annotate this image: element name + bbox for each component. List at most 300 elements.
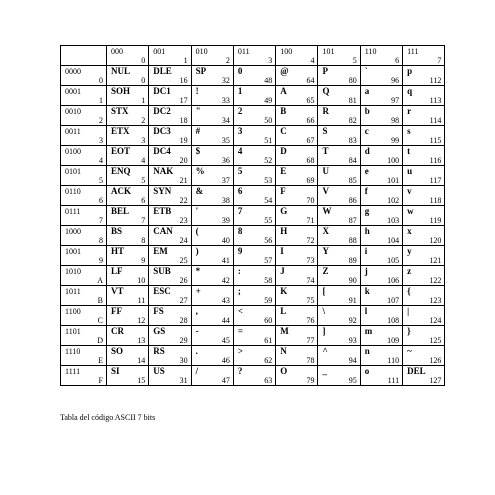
char-code: 113 bbox=[429, 96, 442, 105]
char-cell bbox=[360, 146, 402, 166]
char-code: 40 bbox=[221, 236, 230, 245]
char-symbol: GS bbox=[153, 326, 166, 336]
char-code: 76 bbox=[306, 316, 315, 325]
table-row bbox=[61, 346, 445, 366]
char-symbol: p bbox=[407, 66, 413, 76]
char-symbol: o bbox=[364, 366, 370, 376]
row-header-cell bbox=[61, 66, 107, 86]
col-header-cell bbox=[107, 46, 149, 66]
char-cell bbox=[233, 266, 275, 286]
row-header-number: B bbox=[97, 296, 103, 305]
char-cell bbox=[233, 246, 275, 266]
char-symbol: " bbox=[195, 106, 201, 116]
row-header-number: C bbox=[97, 316, 103, 325]
table-row bbox=[61, 186, 445, 206]
char-symbol: F bbox=[280, 186, 286, 196]
char-symbol: u bbox=[407, 166, 413, 176]
char-cell bbox=[191, 246, 233, 266]
table-row bbox=[61, 66, 445, 86]
char-code: 39 bbox=[221, 216, 230, 225]
char-symbol: DC3 bbox=[153, 126, 171, 136]
char-code: 23 bbox=[179, 216, 188, 225]
char-code: 5 bbox=[141, 176, 146, 185]
char-cell bbox=[276, 86, 318, 106]
char-code: 25 bbox=[179, 256, 188, 265]
char-symbol: { bbox=[407, 286, 411, 296]
char-code: 100 bbox=[387, 156, 400, 165]
char-symbol: EOT bbox=[111, 146, 131, 156]
char-cell bbox=[360, 286, 402, 306]
char-code: 78 bbox=[306, 356, 315, 365]
char-cell bbox=[360, 226, 402, 246]
char-cell bbox=[403, 226, 445, 246]
char-cell bbox=[191, 226, 233, 246]
char-code: 19 bbox=[179, 136, 188, 145]
char-symbol: & bbox=[195, 186, 204, 196]
char-symbol: NUL bbox=[111, 66, 131, 76]
char-code: 2 bbox=[141, 116, 146, 125]
char-cell bbox=[233, 206, 275, 226]
char-cell bbox=[107, 146, 149, 166]
char-cell bbox=[318, 326, 360, 346]
char-code: 79 bbox=[306, 376, 315, 385]
char-cell bbox=[149, 246, 191, 266]
char-code: 35 bbox=[221, 136, 230, 145]
char-cell bbox=[403, 106, 445, 126]
row-header-cell bbox=[61, 246, 107, 266]
char-symbol: < bbox=[237, 306, 244, 316]
char-code: 48 bbox=[264, 76, 273, 85]
char-symbol: ( bbox=[195, 226, 199, 236]
char-symbol: / bbox=[195, 366, 199, 376]
char-symbol: ETX bbox=[111, 126, 130, 136]
char-cell bbox=[149, 306, 191, 326]
col-header-cell bbox=[233, 46, 275, 66]
char-symbol: CR bbox=[111, 326, 124, 336]
char-code: 44 bbox=[221, 316, 230, 325]
char-symbol: O bbox=[280, 366, 288, 376]
char-cell bbox=[318, 286, 360, 306]
char-cell bbox=[403, 166, 445, 186]
char-cell bbox=[107, 206, 149, 226]
char-code: 86 bbox=[348, 196, 357, 205]
col-header-cell bbox=[149, 46, 191, 66]
char-symbol: [ bbox=[322, 286, 326, 296]
char-symbol: T bbox=[322, 146, 329, 156]
char-code: 66 bbox=[306, 116, 315, 125]
char-cell bbox=[276, 206, 318, 226]
row-header-cell bbox=[61, 186, 107, 206]
char-cell bbox=[149, 206, 191, 226]
char-cell bbox=[233, 146, 275, 166]
char-code: 88 bbox=[348, 236, 357, 245]
char-code: 31 bbox=[179, 376, 188, 385]
char-symbol: SUB bbox=[153, 266, 171, 276]
col-header-bits: 101 bbox=[322, 47, 335, 56]
char-symbol: , bbox=[195, 306, 198, 316]
char-cell bbox=[233, 106, 275, 126]
char-code: 81 bbox=[348, 96, 357, 105]
char-code: 20 bbox=[179, 156, 188, 165]
table-row bbox=[61, 246, 445, 266]
char-symbol: ^ bbox=[322, 346, 328, 356]
char-cell bbox=[233, 186, 275, 206]
col-header-bits: 111 bbox=[407, 47, 419, 56]
char-symbol: * bbox=[195, 266, 201, 276]
row-header-cell bbox=[61, 306, 107, 326]
char-cell bbox=[191, 146, 233, 166]
char-symbol: b bbox=[364, 106, 370, 116]
char-code: 22 bbox=[179, 196, 188, 205]
col-header-bits: 010 bbox=[195, 47, 208, 56]
col-header-number: 5 bbox=[352, 56, 357, 65]
char-code: 102 bbox=[387, 196, 400, 205]
char-cell bbox=[318, 146, 360, 166]
char-code: 106 bbox=[387, 276, 400, 285]
col-header-cell bbox=[403, 46, 445, 66]
char-code: 68 bbox=[306, 156, 315, 165]
char-symbol: 6 bbox=[237, 186, 243, 196]
char-symbol: X bbox=[322, 226, 329, 236]
char-code: 50 bbox=[264, 116, 273, 125]
char-symbol: t bbox=[407, 146, 411, 156]
row-header-number: 4 bbox=[99, 156, 103, 165]
row-header-bits: 0010 bbox=[65, 107, 81, 116]
char-cell bbox=[318, 166, 360, 186]
char-code: 15 bbox=[137, 376, 146, 385]
col-header-bits: 011 bbox=[237, 47, 250, 56]
char-cell bbox=[233, 306, 275, 326]
table-row bbox=[61, 326, 445, 346]
char-symbol: US bbox=[153, 366, 165, 376]
char-symbol: FS bbox=[153, 306, 164, 316]
char-code: 45 bbox=[221, 336, 230, 345]
row-header-bits: 1111 bbox=[65, 367, 81, 376]
row-header-cell bbox=[61, 326, 107, 346]
char-code: 115 bbox=[429, 136, 442, 145]
row-header-cell bbox=[61, 126, 107, 146]
char-symbol: @ bbox=[280, 66, 289, 76]
char-symbol: k bbox=[364, 286, 370, 296]
row-header-cell bbox=[61, 146, 107, 166]
char-cell bbox=[191, 186, 233, 206]
char-symbol: RS bbox=[153, 346, 165, 356]
char-symbol: h bbox=[364, 226, 370, 236]
char-symbol: w bbox=[407, 206, 414, 216]
table-row bbox=[61, 126, 445, 146]
char-code: 4 bbox=[141, 156, 146, 165]
char-code: 52 bbox=[264, 156, 273, 165]
char-cell bbox=[360, 306, 402, 326]
char-code: 124 bbox=[429, 316, 442, 325]
char-symbol: > bbox=[237, 346, 244, 356]
char-symbol: DC2 bbox=[153, 106, 171, 116]
char-symbol: ' bbox=[195, 206, 199, 216]
char-code: 54 bbox=[264, 196, 273, 205]
char-symbol: VT bbox=[111, 286, 124, 296]
char-code: 60 bbox=[264, 316, 273, 325]
char-symbol: Z bbox=[322, 266, 329, 276]
char-symbol: U bbox=[322, 166, 329, 176]
char-code: 7 bbox=[141, 216, 146, 225]
char-symbol: v bbox=[407, 186, 412, 196]
char-cell bbox=[360, 186, 402, 206]
char-code: 114 bbox=[429, 116, 442, 125]
char-code: 18 bbox=[179, 116, 188, 125]
char-symbol: DLE bbox=[153, 66, 172, 76]
char-code: 127 bbox=[429, 376, 442, 385]
col-header-number: 1 bbox=[183, 56, 188, 65]
char-code: 10 bbox=[137, 276, 146, 285]
row-header-bits: 0100 bbox=[65, 147, 81, 156]
char-symbol: _ bbox=[322, 366, 327, 376]
char-code: 13 bbox=[137, 336, 146, 345]
char-code: 49 bbox=[264, 96, 273, 105]
char-code: 9 bbox=[141, 256, 146, 265]
char-code: 63 bbox=[264, 376, 273, 385]
char-cell bbox=[276, 266, 318, 286]
char-code: 41 bbox=[221, 256, 230, 265]
char-symbol: y bbox=[407, 246, 412, 256]
char-cell bbox=[191, 86, 233, 106]
char-code: 57 bbox=[264, 256, 273, 265]
char-code: 125 bbox=[429, 336, 442, 345]
char-symbol: G bbox=[280, 206, 288, 216]
char-symbol: 5 bbox=[237, 166, 243, 176]
char-cell bbox=[233, 86, 275, 106]
char-cell bbox=[318, 186, 360, 206]
row-header-number: 0 bbox=[99, 76, 103, 85]
char-cell bbox=[360, 86, 402, 106]
char-symbol: K bbox=[280, 286, 288, 296]
char-symbol: z bbox=[407, 266, 412, 276]
row-header-number: 9 bbox=[99, 256, 103, 265]
char-cell bbox=[107, 286, 149, 306]
char-cell bbox=[403, 146, 445, 166]
char-symbol: = bbox=[237, 326, 244, 336]
char-cell bbox=[276, 346, 318, 366]
table-row bbox=[61, 306, 445, 326]
char-symbol: ) bbox=[195, 246, 199, 256]
char-cell bbox=[318, 106, 360, 126]
row-header-number: A bbox=[97, 276, 103, 285]
char-cell bbox=[276, 366, 318, 386]
col-header-cell bbox=[276, 46, 318, 66]
char-cell bbox=[233, 366, 275, 386]
char-cell bbox=[107, 366, 149, 386]
char-code: 65 bbox=[306, 96, 315, 105]
char-cell bbox=[107, 66, 149, 86]
char-cell bbox=[318, 66, 360, 86]
char-symbol: M bbox=[280, 326, 289, 336]
char-code: 67 bbox=[306, 136, 315, 145]
char-cell bbox=[360, 166, 402, 186]
char-code: 83 bbox=[348, 136, 357, 145]
char-code: 75 bbox=[306, 296, 315, 305]
char-code: 47 bbox=[221, 376, 230, 385]
char-symbol: g bbox=[364, 206, 370, 216]
row-header-number: 2 bbox=[99, 116, 103, 125]
char-cell bbox=[107, 126, 149, 146]
char-cell bbox=[318, 126, 360, 146]
char-code: 12 bbox=[137, 316, 146, 325]
char-symbol: BEL bbox=[111, 206, 130, 216]
char-symbol: : bbox=[237, 266, 241, 276]
char-code: 36 bbox=[221, 156, 230, 165]
char-code: 42 bbox=[221, 276, 230, 285]
char-cell bbox=[191, 326, 233, 346]
char-symbol: ACK bbox=[111, 186, 131, 196]
char-cell bbox=[403, 286, 445, 306]
char-symbol: . bbox=[195, 346, 198, 356]
char-symbol: N bbox=[280, 346, 287, 356]
corner-cell bbox=[61, 46, 107, 66]
char-symbol: ESC bbox=[153, 286, 171, 296]
char-symbol: SO bbox=[111, 346, 124, 356]
char-cell bbox=[318, 346, 360, 366]
char-code: 80 bbox=[348, 76, 357, 85]
char-code: 112 bbox=[429, 76, 442, 85]
char-cell bbox=[403, 306, 445, 326]
char-cell bbox=[149, 326, 191, 346]
char-symbol: SP bbox=[195, 66, 207, 76]
char-cell bbox=[318, 266, 360, 286]
char-symbol: 0 bbox=[237, 66, 243, 76]
char-code: 126 bbox=[429, 356, 442, 365]
char-code: 61 bbox=[264, 336, 273, 345]
char-cell bbox=[191, 306, 233, 326]
char-cell bbox=[107, 226, 149, 246]
char-code: 30 bbox=[179, 356, 188, 365]
char-code: 123 bbox=[429, 296, 442, 305]
char-cell bbox=[318, 86, 360, 106]
char-code: 72 bbox=[306, 236, 315, 245]
char-symbol: EM bbox=[153, 246, 168, 256]
row-header-cell bbox=[61, 286, 107, 306]
char-code: 118 bbox=[429, 196, 442, 205]
char-code: 33 bbox=[221, 96, 230, 105]
char-code: 71 bbox=[306, 216, 315, 225]
char-code: 46 bbox=[221, 356, 230, 365]
char-code: 107 bbox=[387, 296, 400, 305]
char-cell bbox=[318, 306, 360, 326]
row-header-number: 1 bbox=[99, 96, 103, 105]
char-symbol: \ bbox=[322, 306, 325, 316]
char-symbol: l bbox=[364, 306, 368, 316]
char-code: 94 bbox=[348, 356, 357, 365]
row-header-cell bbox=[61, 106, 107, 126]
col-header-cell bbox=[191, 46, 233, 66]
char-code: 3 bbox=[141, 136, 146, 145]
char-code: 110 bbox=[387, 356, 400, 365]
char-symbol: ; bbox=[237, 286, 241, 296]
char-cell bbox=[191, 286, 233, 306]
char-symbol: ] bbox=[322, 326, 326, 336]
char-code: 104 bbox=[387, 236, 400, 245]
header-row bbox=[61, 46, 445, 66]
char-symbol: BS bbox=[111, 226, 123, 236]
char-cell bbox=[276, 106, 318, 126]
char-code: 91 bbox=[348, 296, 357, 305]
char-symbol: ENQ bbox=[111, 166, 131, 176]
char-code: 51 bbox=[264, 136, 273, 145]
char-symbol: 2 bbox=[237, 106, 243, 116]
table-row bbox=[61, 366, 445, 386]
row-header-bits: 1101 bbox=[65, 327, 81, 336]
char-code: 64 bbox=[306, 76, 315, 85]
char-code: 119 bbox=[429, 216, 442, 225]
table-row bbox=[61, 206, 445, 226]
char-code: 92 bbox=[348, 316, 357, 325]
char-code: 27 bbox=[179, 296, 188, 305]
col-header-number: 4 bbox=[310, 56, 315, 65]
char-cell bbox=[107, 306, 149, 326]
char-cell bbox=[403, 246, 445, 266]
char-symbol: A bbox=[280, 86, 287, 96]
row-header-number: 6 bbox=[99, 196, 103, 205]
char-code: 17 bbox=[179, 96, 188, 105]
char-code: 69 bbox=[306, 176, 315, 185]
char-code: 82 bbox=[348, 116, 357, 125]
char-symbol: c bbox=[364, 126, 369, 136]
char-code: 70 bbox=[306, 196, 315, 205]
char-symbol: j bbox=[364, 266, 368, 276]
col-header-number: 7 bbox=[437, 56, 442, 65]
row-header-cell bbox=[61, 166, 107, 186]
char-cell bbox=[360, 126, 402, 146]
char-code: 59 bbox=[264, 296, 273, 305]
char-symbol: ~ bbox=[407, 346, 412, 356]
char-cell bbox=[276, 286, 318, 306]
char-code: 98 bbox=[391, 116, 400, 125]
char-code: 6 bbox=[141, 196, 146, 205]
char-code: 55 bbox=[264, 216, 273, 225]
char-symbol: | bbox=[407, 306, 410, 316]
char-code: 14 bbox=[137, 356, 146, 365]
char-symbol: ` bbox=[364, 66, 368, 76]
char-cell bbox=[360, 106, 402, 126]
char-cell bbox=[107, 346, 149, 366]
char-cell bbox=[318, 206, 360, 226]
char-symbol: ETB bbox=[153, 206, 172, 216]
row-header-number: D bbox=[97, 336, 103, 345]
char-cell bbox=[191, 346, 233, 366]
char-cell bbox=[149, 346, 191, 366]
char-symbol: 4 bbox=[237, 146, 243, 156]
char-cell bbox=[149, 366, 191, 386]
char-symbol: D bbox=[280, 146, 287, 156]
char-cell bbox=[107, 186, 149, 206]
char-code: 8 bbox=[141, 236, 146, 245]
char-cell bbox=[276, 186, 318, 206]
char-code: 77 bbox=[306, 336, 315, 345]
char-code: 28 bbox=[179, 316, 188, 325]
char-cell bbox=[403, 66, 445, 86]
char-code: 53 bbox=[264, 176, 273, 185]
char-code: 116 bbox=[429, 156, 442, 165]
char-cell bbox=[149, 166, 191, 186]
char-code: 108 bbox=[387, 316, 400, 325]
char-symbol: SI bbox=[111, 366, 120, 376]
char-cell bbox=[149, 106, 191, 126]
row-header-cell bbox=[61, 206, 107, 226]
char-symbol: - bbox=[195, 326, 199, 336]
char-symbol: a bbox=[364, 86, 370, 96]
char-cell bbox=[191, 66, 233, 86]
table-row bbox=[61, 146, 445, 166]
char-cell bbox=[233, 166, 275, 186]
char-code: 120 bbox=[429, 236, 442, 245]
